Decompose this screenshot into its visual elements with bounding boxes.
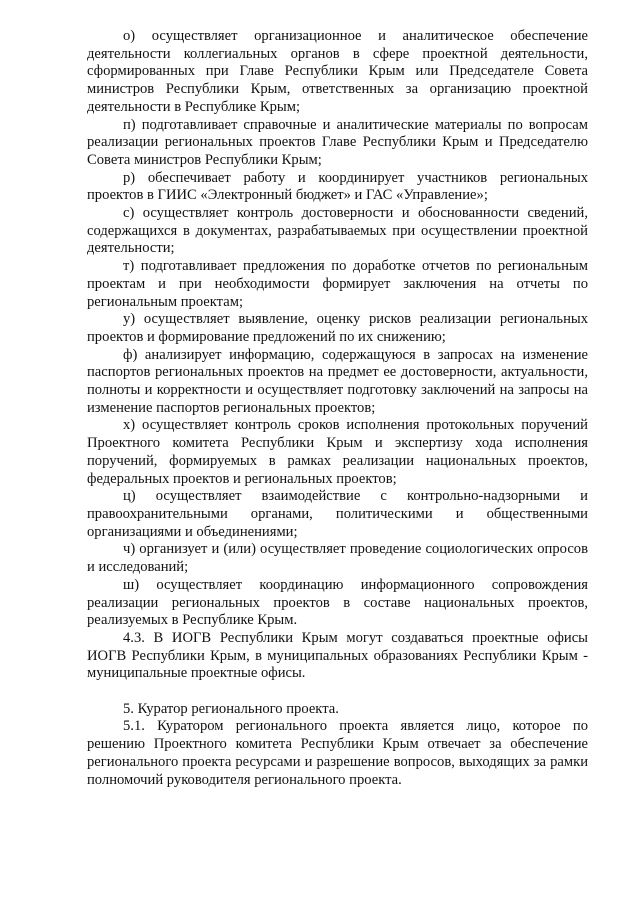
paragraph-p: п) подготавливает справочные и аналитические материалы по вопросам реализации региональных проектов Главе Республики Крым и Председателю Совета министров Республики Крым;	[87, 116, 588, 168]
paragraph-h: х) осуществляет контроль сроков исполнения протокольных поручений Проектного комитета Республики Крым и экспертизу хода исполнения поручений, формируемых в рамках реализации национальных проектов, федеральных проектов и региональных проектов;	[87, 417, 588, 487]
paragraph-t: т) подготавливает предложения по доработке отчетов по региональным проектам и при необходимости формирует заключения на отчеты по региональным проектам;	[87, 258, 588, 310]
paragraph-sh: ш) осуществляет координацию информационного сопровождения реализации региональных проектов в составе национальных проектов, реализуемых в Республике Крым.	[87, 576, 588, 629]
paragraph-f: ф) анализирует информацию, содержащуюся в запросах на изменение паспортов региональных проектов на предмет ее достоверности, актуальности, полноты и корректности и осуществляет подготовку заключений на запросы на изменение паспортов региональных проектов;	[87, 346, 588, 416]
section-gap	[87, 683, 588, 701]
paragraph-ts: ц) осуществляет взаимодействие с контрольно-надзорными и правоохранительными органами, политическими и общественными организациями и объединениями;	[87, 488, 588, 540]
paragraph-ch: ч) организует и (или) осуществляет проведение социологических опросов и исследований;	[87, 541, 588, 576]
section-heading: 5. Куратор регионального проекта.	[123, 700, 339, 717]
paragraph-s: с) осуществляет контроль достоверности и обоснованности сведений, содержащихся в документах, разрабатываемых при осуществлении проектной деятельности;	[87, 205, 588, 257]
paragraph-u: у) осуществляет выявление, оценку рисков реализации региональных проектов и формирование предложений по их снижению;	[87, 311, 588, 345]
paragraph-r: р) обеспечивает работу и координирует участников региональных проектов в ГИИС «Электронный бюджет» и ГАС «Управление»;	[87, 169, 588, 204]
paragraph-4-3: 4.3. В ИОГВ Республики Крым могут создаваться проектные офисы ИОГВ Республики Крым, в муниципальных образованиях Республики Крым - муниципальные проектные офисы.	[87, 629, 588, 682]
paragraph-5-1: 5.1. Куратором регионального проекта является лицо, которое по решению Проектного комитета Республики Крым отвечает за обеспечение регионального проекта ресурсами и разрешение вопросов, выходящих за рамки полномочий руководителя регионального проекта.	[87, 718, 588, 788]
paragraph-o: о) осуществляет организационное и аналитическое обеспечение деятельности коллегиальных органов в сфере проектной деятельности, сформированных при Главе Республики Крым или Председателе Совета министров Республики Крым, ответственных за организацию проектной деятельности в Республике Крым;	[87, 28, 588, 115]
